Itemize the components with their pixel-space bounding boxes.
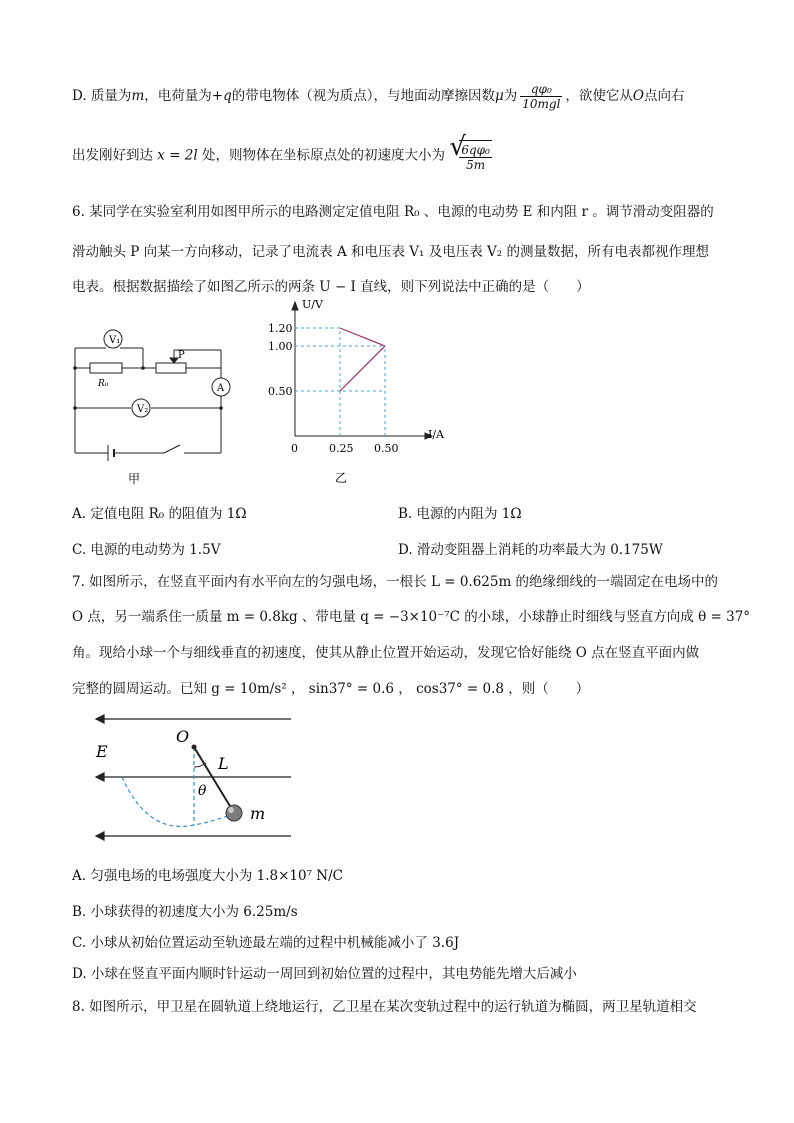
chart-guides: [295, 328, 385, 436]
figure-caption-jia: 甲: [128, 472, 141, 486]
series-line-2: [340, 346, 385, 391]
length-l-label: L: [218, 754, 229, 773]
x-tick-label: 0.50: [374, 442, 399, 455]
friction-fraction: $\frac{\text{qφ₀}}{\text{10mgl}}$: [522, 82, 561, 111]
q6-option-d[interactable]: D. 滑动变阻器上消耗的功率最大为 0.175W: [398, 542, 663, 558]
q8-stem-line1: 8. 如图所示，甲卫星在圆轨道上绕地运行，乙卫星在某次变轨过程中的运行轨道为椭圆，两卫星轨道相交: [72, 999, 697, 1015]
q7-stem-line1: 7. 如图所示，在竖直平面内有水平向左的匀强电场，一根长 L = 0.625m 的绝缘细线的一端固定在电场中的: [72, 574, 719, 590]
mass-symbol: m: [131, 88, 145, 104]
resistor-r0-label: R₀: [98, 379, 109, 389]
q7-option-d[interactable]: D. 小球在竖直平面内顺时针运动一周回到初始位置的过程中，其电势能先增大后减小: [72, 966, 577, 982]
mass-m-label: m: [250, 804, 266, 823]
ammeter-label: A: [217, 383, 225, 394]
q6-option-c[interactable]: C. 电源的电动势为 1.5V: [72, 542, 221, 558]
q6-stem-line3: 电表。根据数据描绘了如图乙所示的两条 U − I 直线，则下列说法中正确的是（ ）: [72, 279, 590, 295]
chart-axes: [292, 302, 432, 439]
x-tick-label: 0: [291, 442, 298, 455]
mu-symbol: μ: [494, 88, 504, 104]
chart-series: [340, 328, 385, 391]
theta-label: θ: [198, 783, 207, 799]
pivot-o-label: O: [176, 727, 190, 746]
velocity-sqrt: √ $\frac{\text{6qφ₀}}{5m}$: [449, 132, 490, 172]
y-axis-label: U/V: [302, 298, 323, 311]
q5-option-d-line2: 出发刚好到达 x = 2l 处，则物体在坐标原点处的初速度大小为 √ $\frac{\text{6qφ₀}}{5m}$: [72, 132, 490, 172]
q6-option-b[interactable]: B. 电源的内阻为 1Ω: [398, 506, 522, 522]
slider-p-label: P: [178, 350, 185, 361]
series-line-1: [340, 328, 385, 346]
y-tick-label: 1.00: [268, 340, 293, 353]
q7-option-b[interactable]: B. 小球获得的初速度大小为 6.25m/s: [72, 904, 298, 920]
chart-ticks: [268, 322, 399, 455]
pendulum-field-diagram: [88, 705, 298, 855]
q7-option-a[interactable]: A. 匀强电场的电场强度大小为 1.8×10⁷ N/C: [72, 868, 343, 884]
voltmeter-v2-label: V₂: [137, 404, 149, 415]
circuit-diagram: [68, 320, 238, 490]
x-equation: x = 2l: [157, 147, 198, 164]
q7-stem-line3: 角。现给小球一个与细线垂直的初速度，使其从静止位置开始运动，发现它恰好能绕 O 点在竖直平面内做: [72, 645, 700, 661]
q7-stem-line2: O 点，另一端系住一质量 m = 0.8kg 、带电量 q = −3×10⁻⁷C 的小球，小球静止时细线与竖直方向成 θ = 37°: [72, 609, 751, 625]
q7-option-c[interactable]: C. 小球从初始位置运动至轨迹最左端的过程中机械能减小了 3.6J: [72, 935, 460, 951]
q6-stem-line1: 6. 某同学在实验室利用如图甲所示的电路测定定值电阻 R₀ 、电源的电动势 E 和内阻 r 。调节滑动变阻器的: [72, 204, 714, 220]
field-e-label: E: [96, 742, 108, 761]
u-i-chart: [262, 296, 452, 491]
figure-caption-yi: 乙: [335, 471, 348, 485]
x-axis-label: I/A: [428, 428, 444, 441]
x-tick-label: 0.25: [329, 442, 354, 455]
q6-option-a[interactable]: A. 定值电阻 R₀ 的阻值为 1Ω: [72, 506, 247, 522]
q6-stem-line2: 滑动触头 P 向某一方向移动，记录了电流表 A 和电压表 V₁ 及电压表 V₂ 的测量数据，所有电表都视作理想: [72, 244, 709, 260]
y-tick-label: 1.20: [268, 322, 293, 335]
q5-option-d-line1: D. 质量为m，电荷量为+q的带电物体（视为质点），与地面动摩擦因数μ为 $\frac{\text{qφ₀}}{\text{10mgl}}$ ，欲使它从O点向右: [72, 82, 685, 111]
charge-symbol: q: [223, 88, 232, 104]
voltmeter-v1-label: V₁: [109, 335, 121, 346]
q7-stem-line4: 完整的圆周运动。已知 g = 10m/s² ， sin37° = 0.6 ， cos37° = 0.8 ，则（ ）: [72, 681, 590, 697]
y-tick-label: 0.50: [268, 385, 293, 398]
